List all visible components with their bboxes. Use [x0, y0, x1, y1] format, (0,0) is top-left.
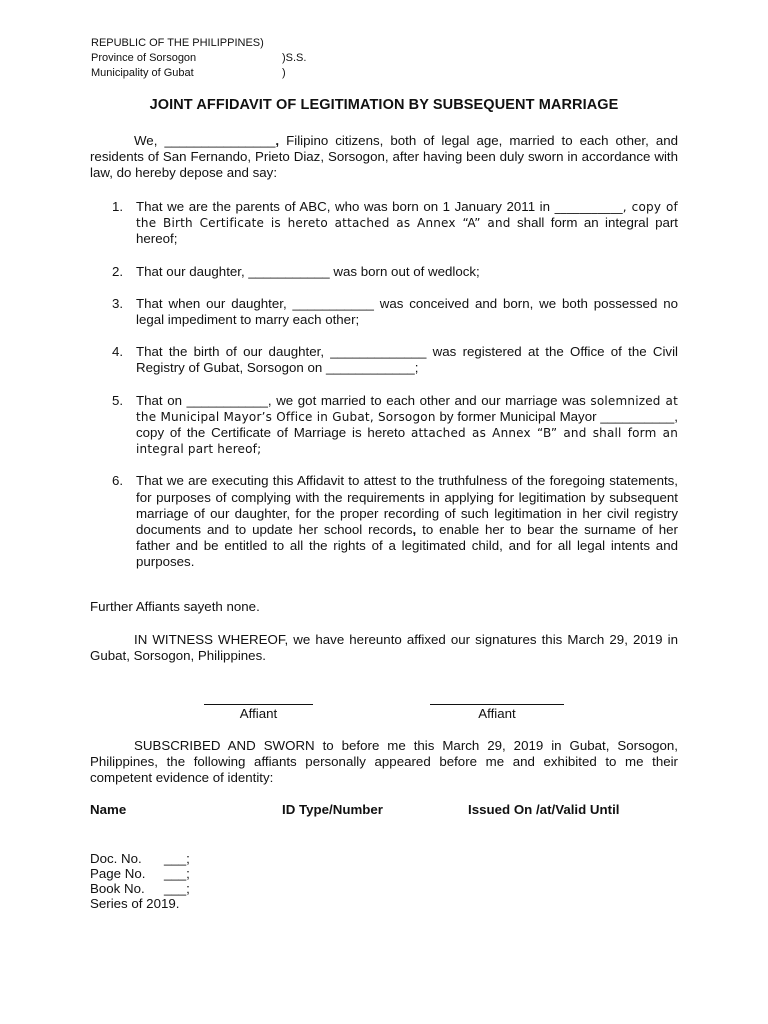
- venue-ss: )S.S.: [282, 52, 307, 64]
- doc-ref-label: Doc. No.: [90, 851, 142, 866]
- item-text: That on ___________, we got married to each other and our marriage was: [136, 392, 591, 408]
- signature-line: [204, 694, 313, 705]
- venue-line-republic: REPUBLIC OF THE PHILIPPINES): [91, 37, 264, 49]
- list-item: [90, 199, 678, 248]
- series-line: Series of 2019.: [90, 896, 180, 911]
- item-text: That we are executing this Affidavit to attest to the truthfulness of the foregoing statements, for purposes of complying with the requirements in applying for legitimation by subsequent marriage of our daughter, for the proper recording of such legitimation in her civil registry documents and to update her school records: [136, 473, 678, 538]
- item-text: That when our daughter, ___________ was conceived and born, we both possessed no legal impediment to marry each other;: [136, 295, 678, 328]
- item-text: That we are the parents of ABC, who was born on 1 January 2011 in: [136, 199, 555, 214]
- venue-paren: ): [282, 67, 286, 79]
- col-header-issued: Issued On /at/Valid Until: [468, 802, 620, 817]
- intro-paragraph: [90, 133, 678, 182]
- doc-ref-label: Page No.: [90, 866, 146, 881]
- item-comma: ,: [412, 522, 417, 538]
- venue-line-province: Province of Sorsogon: [91, 52, 197, 64]
- item-number: 4.: [112, 344, 124, 360]
- venue-line-municipality: Municipality of Gubat: [91, 67, 194, 79]
- item-text: by former Municipal Mayor __________, copy of the Certificate of Marriage is hereto: [136, 408, 678, 441]
- doc-ref-value: ___;: [164, 881, 190, 896]
- item-number: 3.: [112, 295, 124, 311]
- doc-ref-label: Book No.: [90, 881, 145, 896]
- item-number: 6.: [112, 473, 124, 489]
- witness-paragraph: IN WITNESS WHEREOF, we have hereunto affixed our signatures this March 29, 2019 in Gubat, Sorsogon, Philippines.: [90, 632, 678, 664]
- affiant-label: Affiant: [239, 706, 278, 721]
- further-affiants: Further Affiants sayeth none.: [90, 599, 260, 614]
- intro-comma: ,: [275, 133, 280, 148]
- item-text: solemnized at the Municipal Mayor’s Office in Gubat, Sorsogon: [136, 393, 678, 424]
- list-item: [90, 344, 678, 376]
- list-item: [90, 296, 678, 328]
- item-text: to enable her to bear the surname of her father and be entitled to all the rights of a legitimated child, and for all legal intents and purposes.: [136, 522, 678, 570]
- statement-list: [90, 199, 678, 587]
- intro-we: We,: [134, 133, 165, 148]
- signature-block-2: [430, 694, 564, 721]
- doc-ref-row: [90, 881, 190, 896]
- item-text: That the birth of our daughter, _____________ was registered at the Office of the Civil Registry of Gubat, Sorsogon on ____________;: [136, 344, 678, 376]
- col-header-name: Name: [90, 802, 127, 817]
- item-number: 1.: [112, 199, 124, 214]
- col-header-id: ID Type/Number: [282, 802, 383, 817]
- document-title: JOINT AFFIDAVIT OF LEGITIMATION BY SUBSEQUENT MARRIAGE: [149, 97, 619, 113]
- item-number: 5.: [112, 392, 124, 408]
- item-number: 2.: [112, 263, 124, 279]
- doc-ref-value: ___;: [164, 866, 190, 881]
- list-item: [90, 393, 678, 458]
- affiant-label: Affiant: [478, 706, 516, 721]
- signature-block-1: [204, 694, 313, 721]
- doc-ref-row: [90, 851, 190, 866]
- item-text: That our daughter, ___________ was born out of wedlock;: [136, 263, 480, 279]
- intro-text: Filipino citizens, both of legal age, married to each other, and residents of San Fernando, Prieto Diaz, Sorsogon, after having been duly sworn in accordance with law, do hereby depose and say:: [90, 133, 679, 181]
- item-text: shall form an integral part hereof;: [136, 215, 678, 247]
- venue-block: [91, 36, 307, 81]
- signature-line: [430, 694, 564, 705]
- list-item: [90, 473, 678, 570]
- subscribed-paragraph: SUBSCRIBED AND SWORN to before me this March 29, 2019 in Gubat, Sorsogon, Philippines, the following affiants personally appeared before me and exhibited to me their competent evidence of identity:: [90, 738, 678, 786]
- doc-ref-row: [90, 866, 190, 881]
- notarial-register: [90, 851, 190, 911]
- list-item: [90, 264, 678, 280]
- item-text: ___________, copy of the Birth Certificate is hereto attached as Annex “A” and: [136, 200, 678, 231]
- doc-ref-value: ___;: [164, 851, 190, 866]
- intro-name-blank: _______________: [164, 133, 276, 148]
- item-text: attached as Annex “B” and shall form an integral part hereof;: [136, 426, 678, 457]
